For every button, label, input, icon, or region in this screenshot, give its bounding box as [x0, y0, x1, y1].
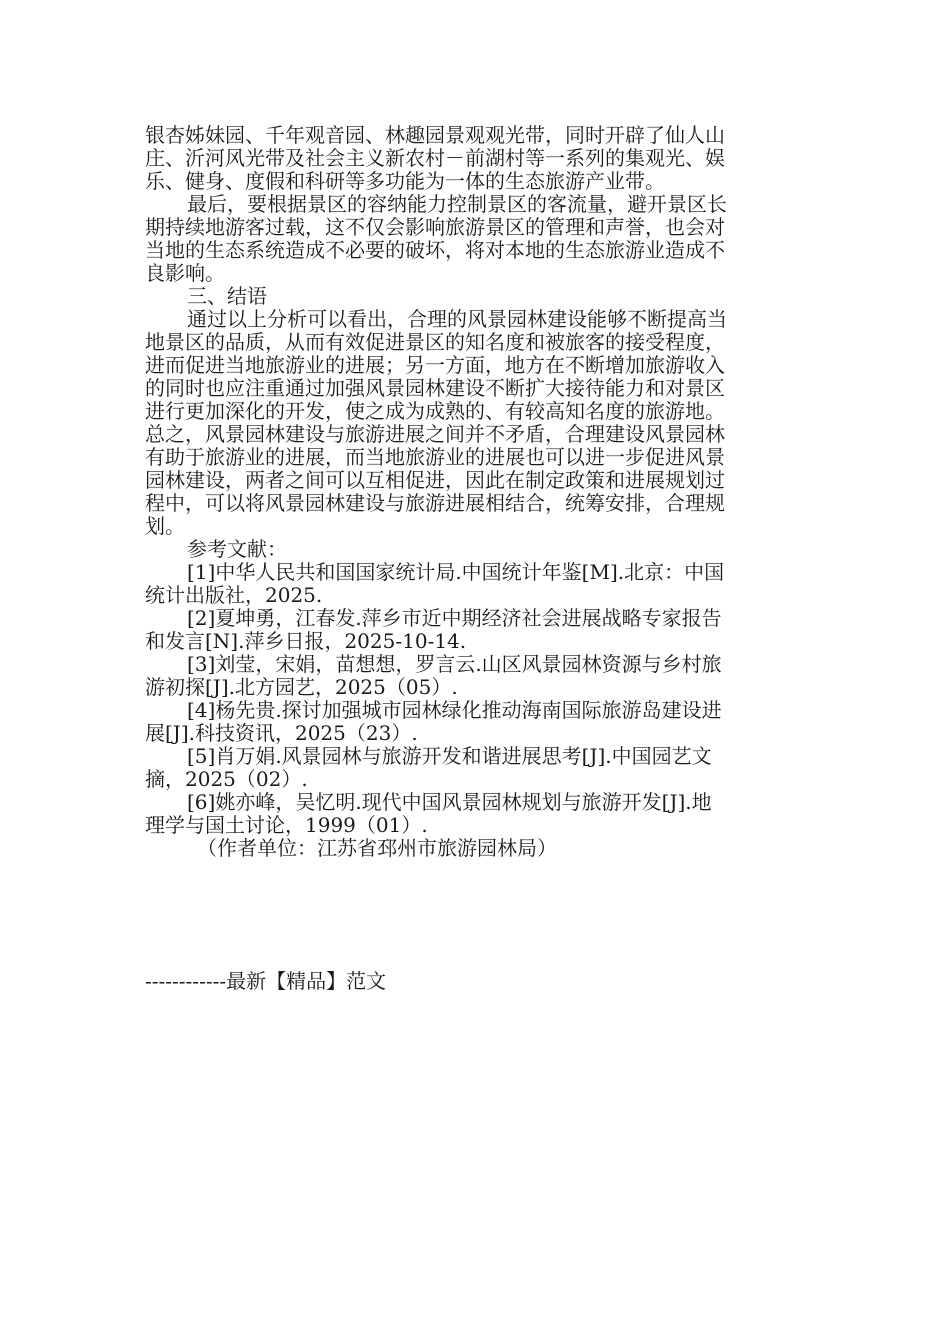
paragraph-line: 良影响。 [145, 261, 225, 285]
reference-item: [3]刘莹，宋娟，苗想想，罗言云.山区风景园林资源与乡村旅 [187, 652, 722, 676]
paragraph-line: 最后，要根据景区的容纳能力控制景区的客流量，避开景区长 [187, 192, 727, 216]
reference-item-cont: 游初探[J].北方园艺，2025（05）. [145, 675, 458, 699]
paragraph-line: 程中，可以将风景园林建设与旅游进展相结合，统筹安排，合理规 [145, 491, 725, 515]
reference-item: [4]杨先贵.探讨加强城市园林绿化推动海南国际旅游岛建设进 [187, 698, 722, 722]
reference-item-cont: 摘，2025（02）. [145, 767, 308, 791]
paragraph-line: 地景区的品质，从而有效促进景区的知名度和被旅客的接受程度， [145, 330, 725, 354]
reference-item-cont: 和发言[N].萍乡日报，2025-10-14. [145, 629, 467, 653]
references-heading: 参考文献： [187, 537, 287, 561]
paragraph-line: 总之，风景园林建设与旅游进展之间并不矛盾，合理建设风景园林 [145, 422, 725, 446]
reference-item: [2]夏坤勇，江春发.萍乡市近中期经济社会进展战略专家报告 [187, 606, 722, 630]
paragraph-line: 园林建设，两者之间可以互相促进，因此在制定政策和进展规划过 [145, 468, 725, 492]
paragraph-line: 乐、健身、度假和科研等多功能为一体的生态旅游产业带。 [145, 169, 665, 193]
reference-item: [5]肖万娟.风景园林与旅游开发和谐进展思考[J].中国园艺文 [187, 744, 712, 768]
paragraph-line: 期持续地游客过载，这不仅会影响旅游景区的管理和声誉，也会对 [145, 215, 725, 239]
paragraph-line: 庄、沂河风光带及社会主义新农村－前湖村等一系列的集观光、娱 [145, 146, 725, 170]
reference-item-cont: 统计出版社，2025. [145, 583, 323, 607]
paragraph-line: 的同时也应注重通过加强风景园林建设不断扩大接待能力和对景区 [145, 376, 725, 400]
paragraph-line: 进而促进当地旅游业的进展；另一方面，地方在不断增加旅游收入 [145, 353, 725, 377]
reference-item-cont: 理学与国土讨论，1999（01）. [145, 813, 428, 837]
paragraph-line: 当地的生态系统造成不必要的破坏，将对本地的生态旅游业造成不 [145, 238, 725, 262]
paragraph-line: 有助于旅游业的进展，而当地旅游业的进展也可以进一步促进风景 [145, 445, 725, 469]
paragraph-line: 进行更加深化的开发，使之成为成熟的、有较高知名度的旅游地。 [145, 399, 725, 423]
author-unit: （作者单位：江苏省邳州市旅游园林局） [197, 836, 557, 860]
reference-item-cont: 展[J].科技资讯，2025（23）. [145, 721, 418, 745]
paragraph-line: 划。 [145, 514, 185, 538]
reference-item: [6]姚亦峰，吴忆明.现代中国风景园林规划与旅游开发[J].地 [187, 790, 712, 814]
paragraph-line: 银杏姊妹园、千年观音园、林趣园景观观光带，同时开辟了仙人山 [145, 123, 725, 147]
document-body [145, 124, 795, 860]
reference-item: [1]中华人民共和国国家统计局.中国统计年鉴[M].北京：中国 [187, 560, 725, 584]
paragraph-line: 通过以上分析可以看出，合理的风景园林建设能够不断提高当 [187, 307, 727, 331]
section-heading: 三、结语 [187, 284, 267, 308]
footer-text: ------------最新【精品】范文 [145, 969, 387, 993]
